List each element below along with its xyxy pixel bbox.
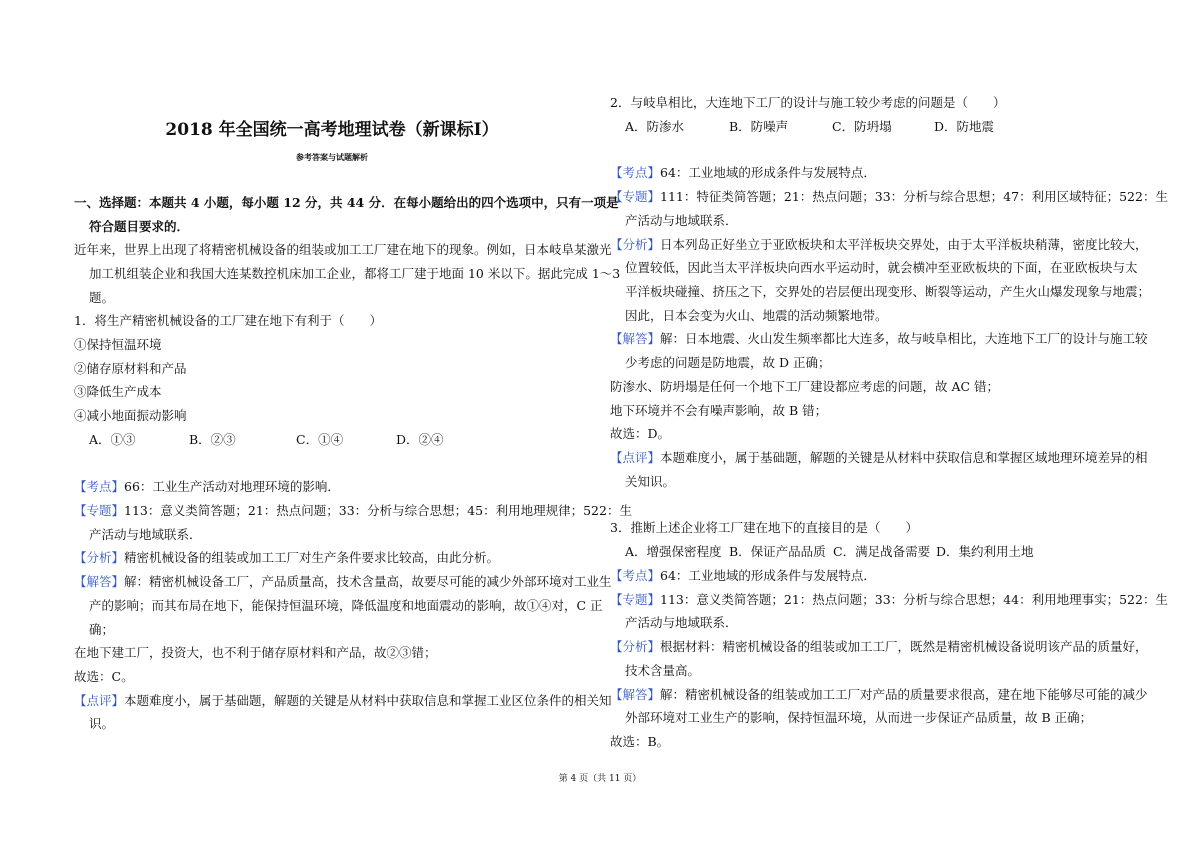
q2-jieda: 【解答】解：日本地震、火山发生频率都比大连多，故与岐阜相比，大连地下工厂的设计与施工较 — [610, 331, 1148, 346]
q3-zhuanti: 【专题】113：意义类简答题；21：热点问题；33：分析与综合思想；44：利用地理事实；522：生 — [610, 592, 1168, 607]
q2-zhuanti-cont: 产活动与地域联系． — [625, 213, 738, 228]
q1-zhuanti: 【专题】113：意义类简答题；21：热点问题；33：分析与综合思想；45：利用地理规律；522：生 — [74, 503, 632, 518]
q1-dianping-cont: 识。 — [89, 716, 115, 731]
q2-extra: 防渗水、防坍塌是任何一个地下工厂建设都应考虑的问题，故 AC 错； — [610, 379, 1000, 394]
q1-item: ②储存原材料和产品 — [74, 361, 187, 376]
page-number: 第 4 页（共 11 页） — [558, 774, 642, 784]
section-heading: 一、选择题：本题共 4 小题，每小题 12 分，共 44 分．在每小题给出的四个选项中，只有一项是 — [74, 195, 619, 210]
q3-kaodian: 【考点】64：工业地域的形成条件与发展特点． — [610, 568, 876, 583]
q1-jieda: 【解答】解：精密机械设备工厂，产品质量高，技术含量高，故要尽可能的减少外部环境对工业生 — [74, 574, 612, 589]
q1-options — [89, 432, 444, 448]
page-title: 2018 年全国统一高考地理试卷（新课标Ⅰ） — [165, 120, 499, 140]
q1-kaodian: 【考点】66：工业生产活动对地理环境的影响． — [74, 479, 340, 494]
q2-options — [625, 119, 994, 135]
q3-option-d: D．集约利用土地 — [936, 544, 1034, 559]
jieda-tag: 【解答】 — [74, 574, 125, 589]
question-1-stem: 1．将生产精密机械设备的工厂建在地下有利于（ ） — [74, 313, 382, 328]
q3-options — [625, 544, 1034, 560]
fenxi-tag: 【分析】 — [74, 550, 125, 565]
q1-extra: 在地下建工厂，投资大，也不利于储存原材料和产品，故②③错； — [74, 645, 437, 660]
intro-text: 近年来，世界上出现了将精密机械设备的组装或加工工厂建在地下的现象。例如，日本岐阜某激光 — [74, 242, 612, 257]
q2-zhuanti: 【专题】111：特征类简答题；21：热点问题；33：分析与综合思想；47：利用区域特征；522：生 — [610, 189, 1168, 204]
zhuanti-tag: 【专题】 — [74, 503, 125, 518]
q3-fenxi-cont: 技术含量高。 — [625, 663, 701, 678]
q3-option-a: A．增强保密程度 — [625, 544, 722, 559]
question-2-stem: 2．与岐阜相比，大连地下工厂的设计与施工较少考虑的问题是（ ） — [610, 95, 1006, 110]
question-3-stem: 3．推断上述企业将工厂建在地下的直接目的是（ ） — [610, 520, 918, 535]
dianping-tag: 【点评】 — [74, 693, 125, 708]
zhuanti-tag: 【专题】 — [610, 592, 661, 607]
q2-kaodian: 【考点】64：工业地域的形成条件与发展特点． — [610, 165, 876, 180]
q1-option-d: D．②④ — [396, 432, 444, 447]
q2-fenxi-cont: 平洋板块碰撞、挤压之下，交界处的岩层便出现变形、断裂等运动，产生火山爆发现象与地震； — [625, 284, 1151, 299]
q1-jieda-end: 确； — [89, 622, 115, 637]
q1-item: ③降低生产成本 — [74, 384, 162, 399]
q2-option-b: B．防噪声 — [729, 119, 789, 134]
q3-answer: 故选：B。 — [610, 734, 670, 749]
q2-fenxi: 【分析】日本列岛正好坐立于亚欧板块和太平洋板块交界处，由于太平洋板块稍薄，密度比较大， — [610, 237, 1148, 252]
page-subtitle: 参考答案与试题解析 — [296, 152, 368, 162]
q2-answer: 故选：D。 — [610, 426, 671, 441]
q2-fenxi-cont: 位置较低，因此当太平洋板块向西水平运动时，就会横冲至亚欧板块的下面，在亚欧板块与太 — [625, 260, 1138, 275]
q1-item: ④减小地面振动影响 — [74, 408, 187, 423]
q3-zhuanti-cont: 产活动与地域联系． — [625, 615, 738, 630]
intro-text-cont: 加工机组装企业和我国大连某数控机床加工企业，都将工厂建于地面 10 米以下。据此完成 1～3 — [89, 266, 621, 281]
kaodian-tag: 【考点】 — [610, 165, 661, 180]
q1-option-a: A．①③ — [89, 432, 136, 447]
q2-option-c: C．防坍塌 — [832, 119, 892, 134]
section-heading-cont: 符合题目要求的． — [89, 219, 190, 234]
q3-option-b: B．保证产品品质 — [729, 544, 826, 559]
kaodian-tag: 【考点】 — [74, 479, 125, 494]
q1-item: ①保持恒温环境 — [74, 337, 162, 352]
intro-text-end: 题。 — [89, 290, 115, 305]
q3-jieda: 【解答】解：精密机械设备的组装或加工工厂对产品的质量要求很高，建在地下能够尽可能的减少 — [610, 687, 1148, 702]
q3-fenxi: 【分析】根据材料：精密机械设备的组装或加工工厂，既然是精密机械设备说明该产品的质量好， — [610, 639, 1148, 654]
q1-jieda-cont: 产的影响；而其布局在地下，能保持恒温环境，降低温度和地面震动的影响，故①④对，C 正 — [89, 598, 603, 613]
q2-jieda-cont: 少考虑的问题是防地震，故 D 正确； — [625, 355, 831, 370]
jieda-tag: 【解答】 — [610, 331, 661, 346]
fenxi-tag: 【分析】 — [610, 237, 661, 252]
q2-extra: 地下环境并不会有噪声影响，故 B 错； — [610, 403, 828, 418]
jieda-tag: 【解答】 — [610, 687, 661, 702]
zhuanti-tag: 【专题】 — [610, 189, 661, 204]
q1-zhuanti-cont: 产活动与地域联系． — [89, 527, 202, 542]
q1-option-b: B．②③ — [189, 432, 236, 447]
q3-jieda-cont: 外部环境对工业生产的影响，保持恒温环境，从而进一步保证产品质量，故 B 正确； — [625, 710, 1093, 725]
kaodian-tag: 【考点】 — [610, 568, 661, 583]
q2-dianping: 【点评】本题难度小，属于基础题，解题的关键是从材料中获取信息和掌握区域地理环境差异的相 — [610, 450, 1148, 465]
q2-option-d: D．防地震 — [934, 119, 995, 134]
q2-fenxi-end: 因此，日本会变为火山、地震的活动频繁地带。 — [625, 308, 888, 323]
fenxi-tag: 【分析】 — [610, 639, 661, 654]
q1-option-c: C．①④ — [296, 432, 344, 447]
q2-dianping-cont: 关知识。 — [625, 474, 676, 489]
q1-answer: 故选：C。 — [74, 669, 134, 684]
q3-option-c: C．满足战备需要 — [833, 544, 931, 559]
q1-dianping: 【点评】本题难度小，属于基础题，解题的关键是从材料中获取信息和掌握工业区位条件的相关知 — [74, 693, 612, 708]
q1-fenxi: 【分析】精密机械设备的组装或加工工厂对生产条件要求比较高，由此分析。 — [74, 550, 500, 565]
dianping-tag: 【点评】 — [610, 450, 661, 465]
q2-option-a: A．防渗水 — [625, 119, 685, 134]
